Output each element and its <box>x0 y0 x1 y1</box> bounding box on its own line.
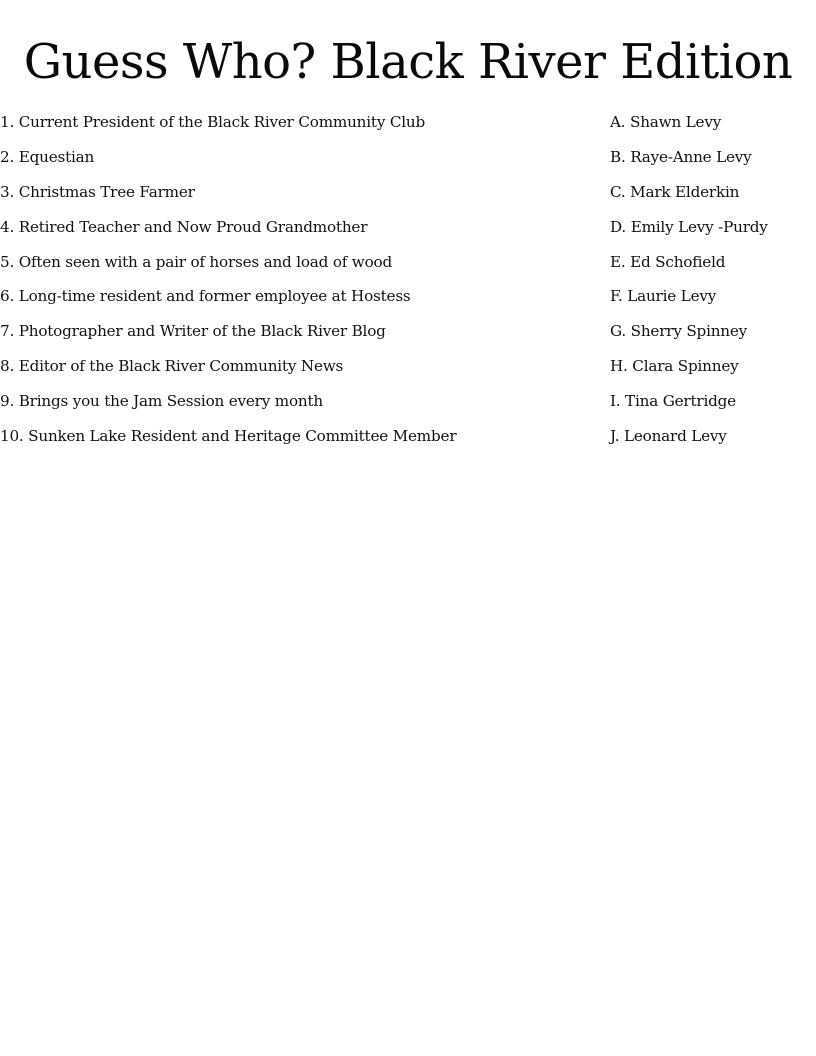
clue-item: 2. Equestian <box>0 147 95 166</box>
clue-item: 6. Long-time resident and former employee at Hostess <box>0 287 411 306</box>
clue-item: 7. Photographer and Writer of the Black River Blog <box>0 322 386 341</box>
name-item: A. Shawn Levy <box>610 113 722 131</box>
clue-list <box>0 111 600 460</box>
name-item: C. Mark Elderkin <box>610 182 740 201</box>
clue-item: 9. Brings you the Jam Session every month <box>0 392 323 411</box>
clue-item: 3. Christmas Tree Farmer <box>0 182 195 201</box>
clue-item: 5. Often seen with a pair of horses and load of wood <box>0 252 393 271</box>
name-item: D. Emily Levy -Purdy <box>610 217 768 236</box>
name-item: E. Ed Schofield <box>610 252 726 271</box>
name-item: I. Tina Gertridge <box>610 392 736 411</box>
name-item: B. Raye-Anne Levy <box>610 147 752 166</box>
name-item: H. Clara Spinney <box>610 357 739 376</box>
name-list <box>610 111 816 460</box>
page-title: Guess Who? Black River Edition <box>23 34 793 90</box>
name-item: G. Sherry Spinney <box>610 322 748 341</box>
name-item: J. Leonard Levy <box>610 427 727 446</box>
clue-item: 8. Editor of the Black River Community News <box>0 357 344 376</box>
name-item: F. Laurie Levy <box>610 287 717 306</box>
clue-item: 1. Current President of the Black River Community Club <box>0 113 426 131</box>
clue-item: 4. Retired Teacher and Now Proud Grandmother <box>0 217 368 236</box>
clue-item: 10. Sunken Lake Resident and Heritage Committee Member <box>0 427 457 446</box>
